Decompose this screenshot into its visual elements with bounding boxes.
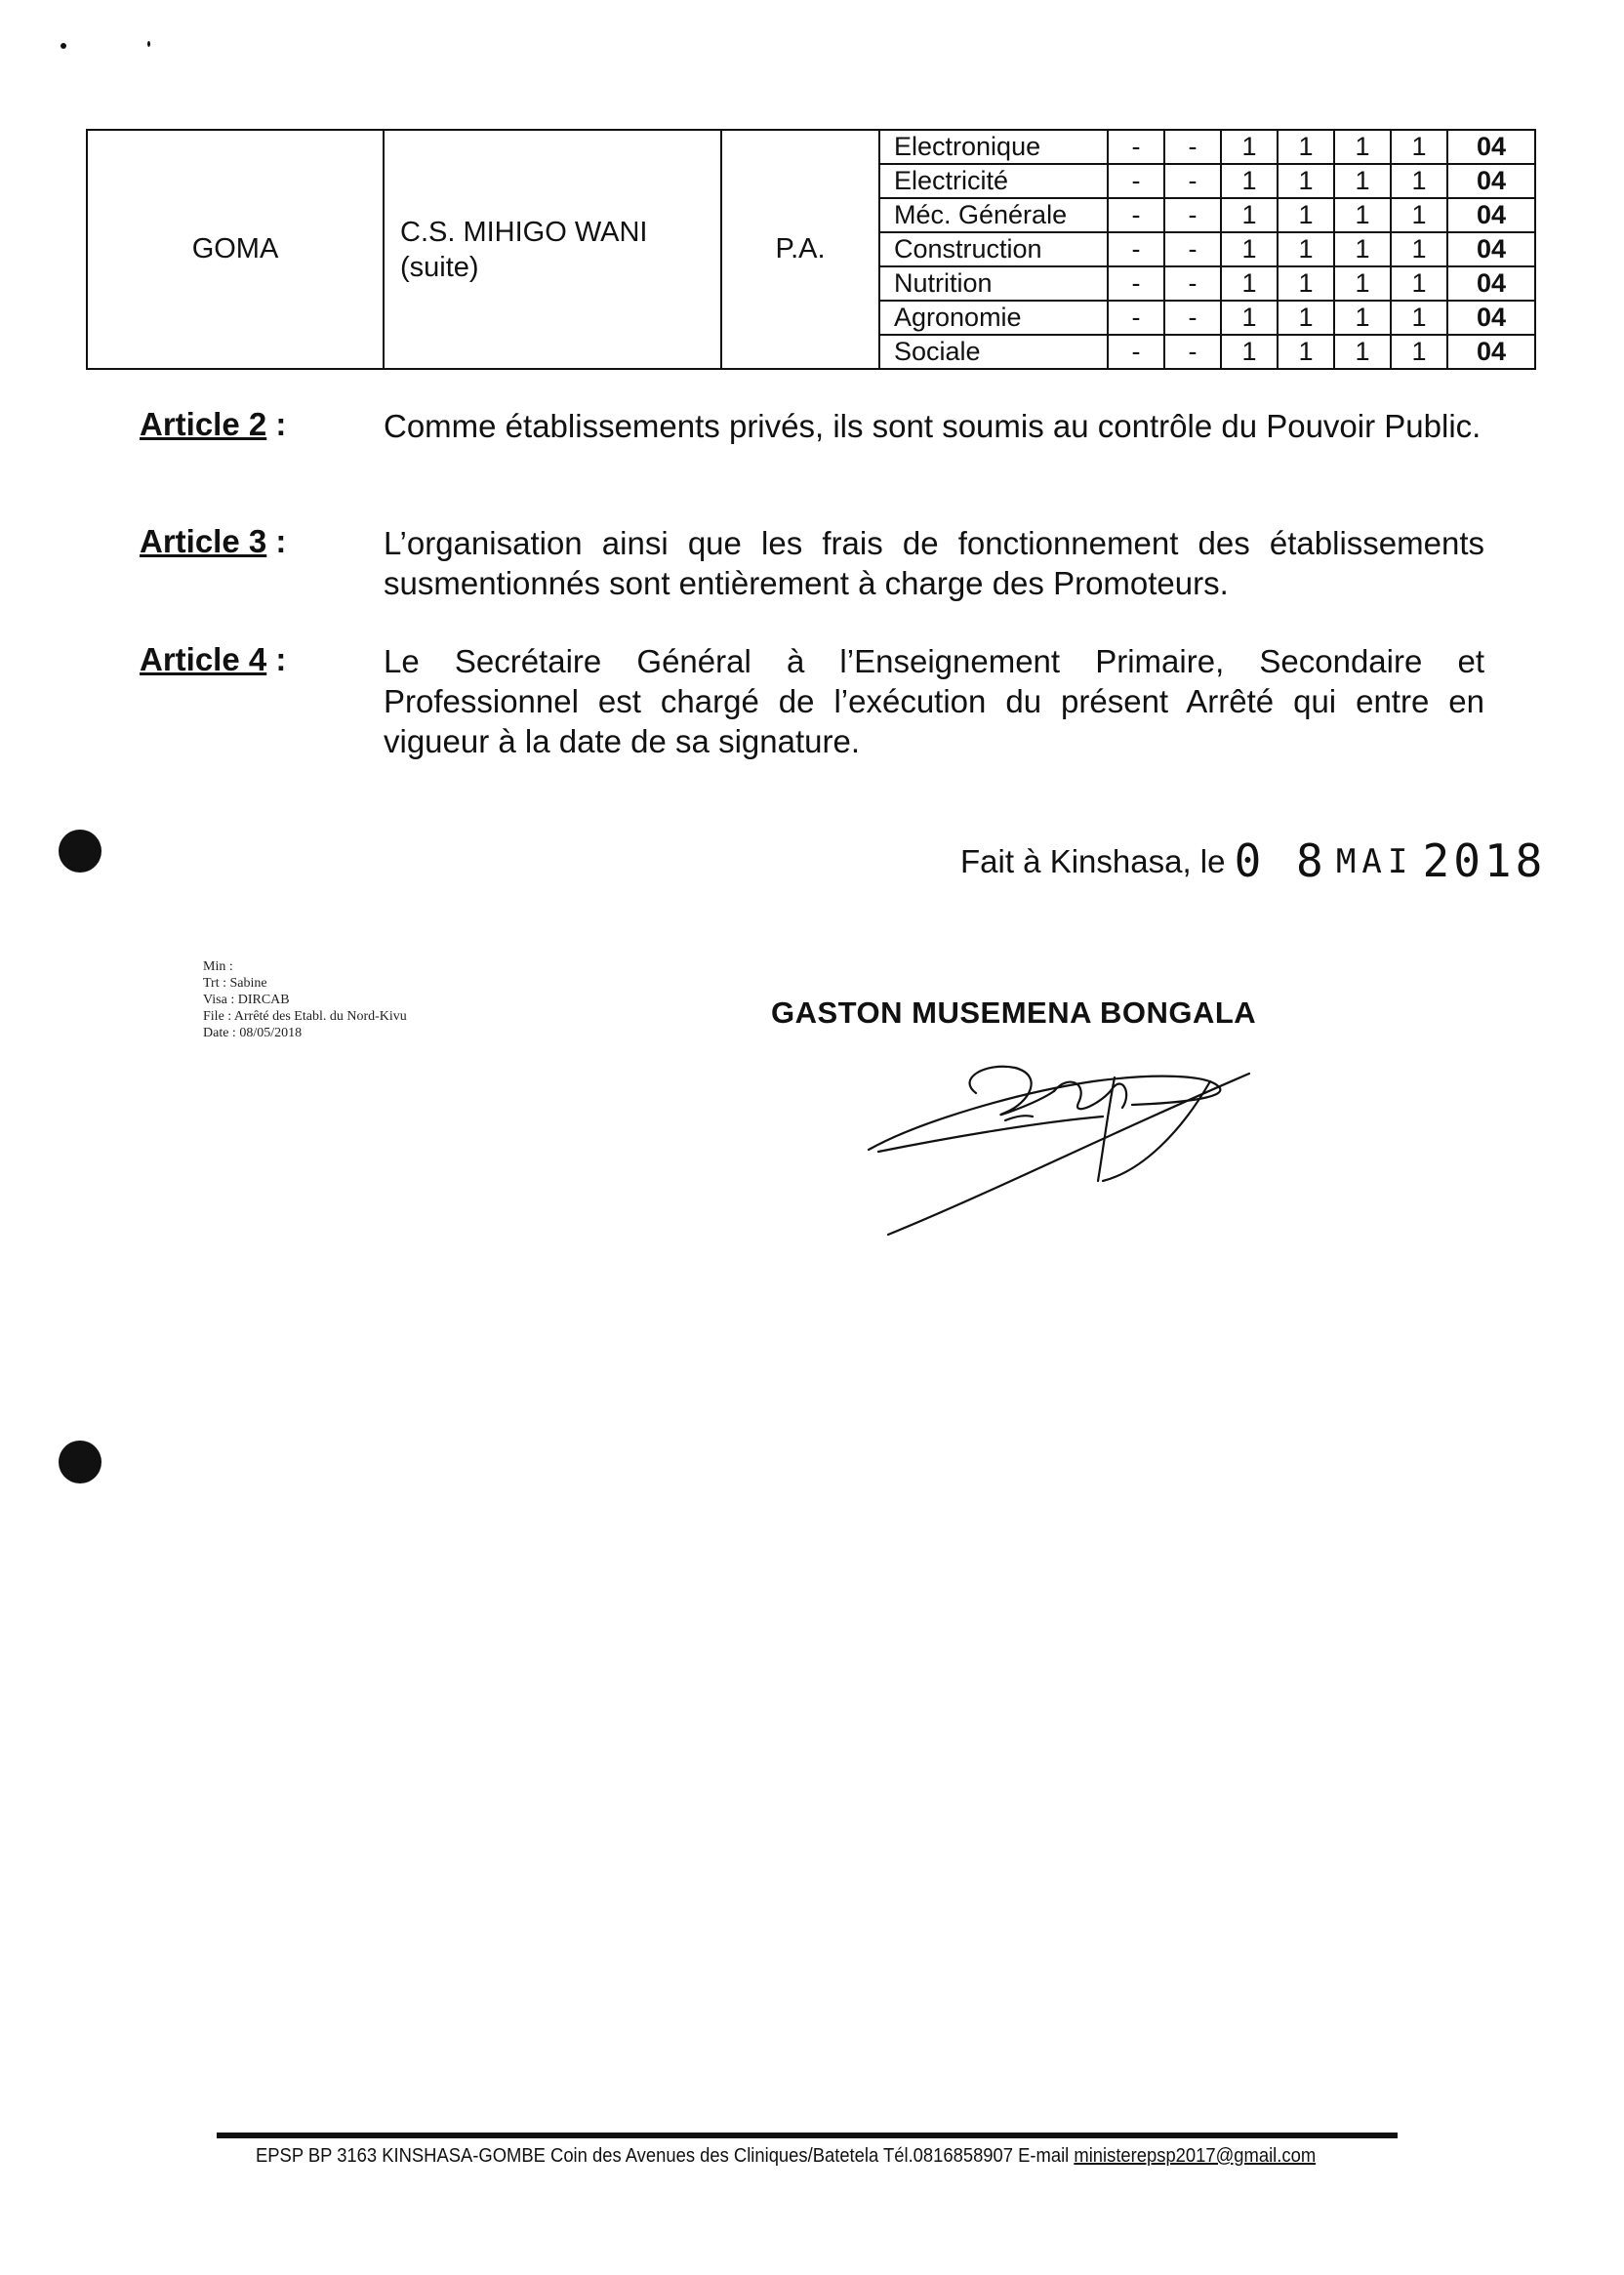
regime-cell: P.A. <box>721 130 879 369</box>
class-cell: 1 <box>1391 301 1447 335</box>
class-cell: 1 <box>1334 164 1391 198</box>
class-cell: 1 <box>1278 232 1334 266</box>
class-cell: - <box>1164 266 1221 301</box>
class-cell: 1 <box>1221 130 1278 164</box>
article-text: Comme établissements privés, ils sont soumis au contrôle du Pouvoir Public. <box>384 408 1482 444</box>
class-cell: - <box>1164 301 1221 335</box>
total-cell: 04 <box>1447 301 1535 335</box>
class-cell: 1 <box>1334 301 1391 335</box>
class-cell: 1 <box>1221 164 1278 198</box>
class-cell: - <box>1108 266 1164 301</box>
school-cell <box>384 130 721 369</box>
scan-mark <box>61 43 66 49</box>
class-cell: - <box>1108 301 1164 335</box>
class-cell: - <box>1108 198 1164 232</box>
footer-text: EPSP BP 3163 KINSHASA-GOMBE Coin des Avenues des Cliniques/Batetela Tél.0816858907 E-mail <box>256 2145 1075 2167</box>
class-cell: - <box>1164 198 1221 232</box>
signer-name: GASTON MUSEMENA BONGALA <box>771 995 1257 1030</box>
class-cell: - <box>1108 232 1164 266</box>
date-stamp-year: 2018 <box>1422 834 1547 887</box>
schools-table <box>86 129 1536 370</box>
city-cell: GOMA <box>87 130 384 369</box>
table-row <box>87 130 1535 164</box>
class-cell: 1 <box>1391 232 1447 266</box>
class-cell: 1 <box>1391 164 1447 198</box>
handwritten-signature <box>859 1035 1366 1249</box>
class-cell: - <box>1108 335 1164 369</box>
class-cell: - <box>1164 164 1221 198</box>
option-cell: Agronomie <box>879 301 1108 335</box>
option-cell: Méc. Générale <box>879 198 1108 232</box>
class-cell: - <box>1108 130 1164 164</box>
class-cell: 1 <box>1278 335 1334 369</box>
class-cell: 1 <box>1221 266 1278 301</box>
school-note: (suite) <box>400 251 479 283</box>
total-cell: 04 <box>1447 335 1535 369</box>
total-cell: 04 <box>1447 130 1535 164</box>
ref-date: Date : 08/05/2018 <box>203 1026 303 1040</box>
article-separator: : <box>266 523 287 559</box>
article-label <box>140 406 286 443</box>
date-stamp-day: 0 8 <box>1234 834 1327 887</box>
article-number: Article 2 <box>140 406 267 442</box>
class-cell: 1 <box>1334 198 1391 232</box>
article-number: Article 4 <box>140 641 267 677</box>
class-cell: - <box>1108 164 1164 198</box>
option-cell: Electronique <box>879 130 1108 164</box>
total-cell: 04 <box>1447 198 1535 232</box>
class-cell: - <box>1164 232 1221 266</box>
article-text: L’organisation ainsi que les frais de fonctionnement des établissements susmentionnés sont entièrement à charge des Promoteurs. <box>384 525 1484 601</box>
date-stamp-month: MAI <box>1335 842 1414 881</box>
ref-trt: Trt : Sabine <box>203 976 267 991</box>
footer-rule <box>217 2133 1398 2138</box>
class-cell: 1 <box>1278 164 1334 198</box>
class-cell: 1 <box>1278 301 1334 335</box>
option-cell: Electricité <box>879 164 1108 198</box>
scan-mark <box>147 41 150 47</box>
class-cell: - <box>1164 130 1221 164</box>
option-cell: Sociale <box>879 335 1108 369</box>
ref-visa: Visa : DIRCAB <box>203 993 290 1007</box>
total-cell: 04 <box>1447 232 1535 266</box>
punch-hole-mark <box>59 830 102 873</box>
article-label <box>140 641 286 678</box>
class-cell: 1 <box>1278 266 1334 301</box>
punch-hole-mark <box>59 1441 102 1483</box>
total-cell: 04 <box>1447 266 1535 301</box>
class-cell: 1 <box>1278 198 1334 232</box>
article-separator: : <box>266 641 287 677</box>
class-cell: 1 <box>1221 335 1278 369</box>
footer-address <box>256 2145 1317 2168</box>
article-separator: : <box>266 406 287 442</box>
class-cell: 1 <box>1391 198 1447 232</box>
ref-min: Min : <box>203 959 233 974</box>
class-cell: 1 <box>1221 232 1278 266</box>
class-cell: 1 <box>1221 301 1278 335</box>
place-date-line <box>960 834 1546 887</box>
article-number: Article 3 <box>140 523 267 559</box>
class-cell: 1 <box>1334 335 1391 369</box>
article-label <box>140 523 286 560</box>
class-cell: 1 <box>1391 266 1447 301</box>
total-cell: 04 <box>1447 164 1535 198</box>
option-cell: Construction <box>879 232 1108 266</box>
class-cell: 1 <box>1334 266 1391 301</box>
class-cell: 1 <box>1334 232 1391 266</box>
footer-email-link[interactable]: ministerepsp2017@gmail.com <box>1074 2145 1317 2167</box>
reference-block <box>203 958 407 1041</box>
class-cell: 1 <box>1391 335 1447 369</box>
ref-file: File : Arrêté des Etabl. du Nord-Kivu <box>203 1009 407 1024</box>
school-name: C.S. MIHIGO WANI <box>400 216 648 248</box>
class-cell: 1 <box>1221 198 1278 232</box>
class-cell: 1 <box>1334 130 1391 164</box>
class-cell: - <box>1164 335 1221 369</box>
class-cell: 1 <box>1278 130 1334 164</box>
option-cell: Nutrition <box>879 266 1108 301</box>
article-text: Le Secrétaire Général à l’Enseignement Primaire, Secondaire et Professionnel est chargé de l’exécution du présent Arrêté qui entre en vigueur à la date de sa signature. <box>384 643 1484 759</box>
class-cell: 1 <box>1391 130 1447 164</box>
place-text: Fait à Kinshasa, le <box>960 843 1226 879</box>
